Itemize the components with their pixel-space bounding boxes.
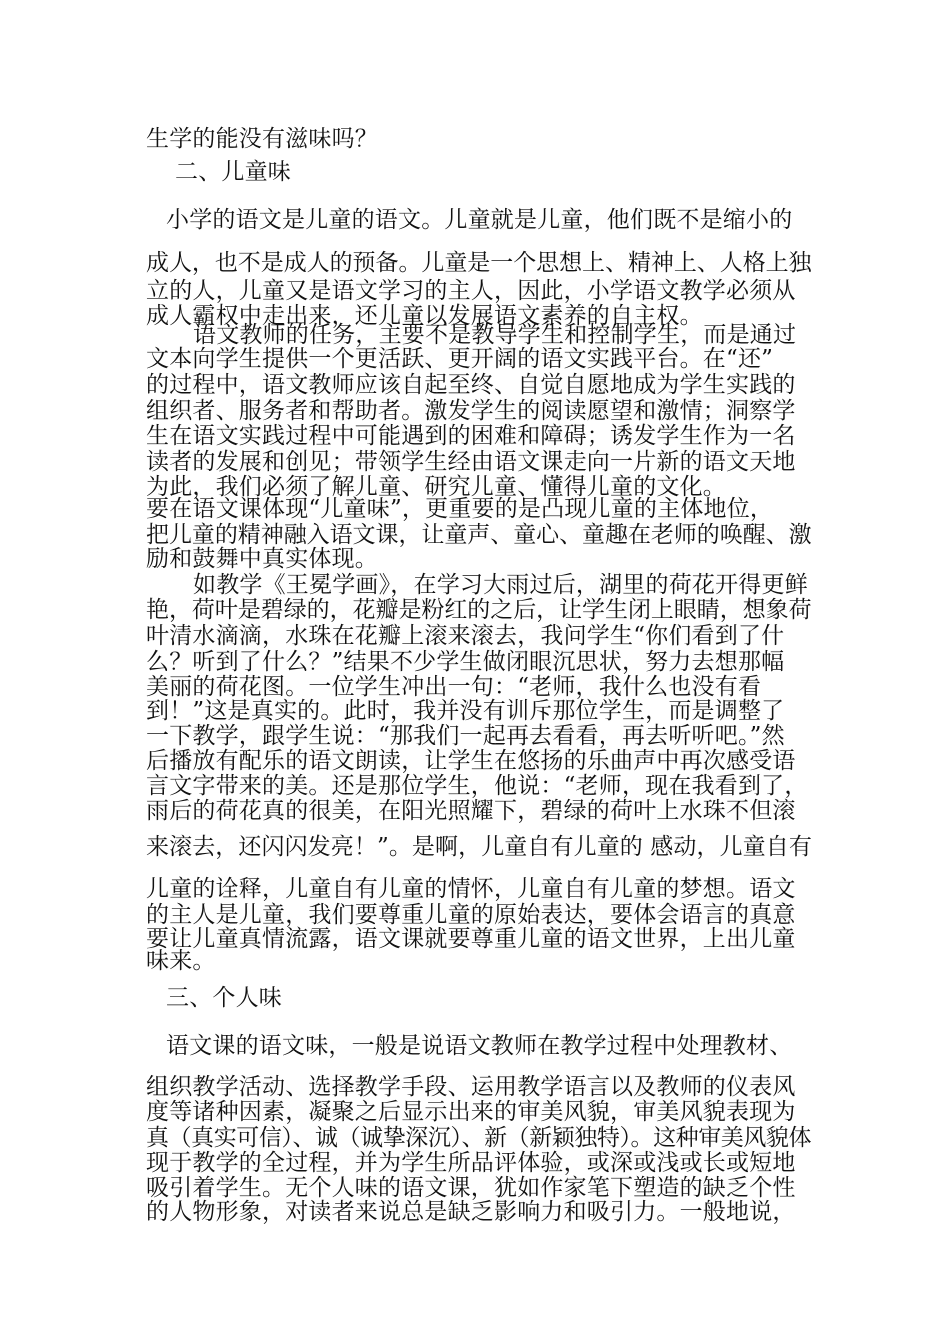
text-line: 组织教学活动、选择教学手段、运用教学语言以及教师的仪表风 [146, 1074, 796, 1100]
text-line: 言文字带来的美。还是那位学生，他说：“老师，现在我看到了， [146, 773, 808, 799]
text-line: 一下教学，跟学生说：“那我们一起再去看看，再去听听吧。”然 [146, 723, 785, 749]
text-line: 来滚去，还闪闪发亮！”。是啊，儿童自有儿童的 感动，儿童自有 [146, 834, 812, 860]
text-line: 要在语文课体现“儿童味”，更重要的是凸现儿童的主体地位， [146, 496, 774, 522]
text-line: 的过程中，语文教师应该自起至终、自觉自愿地成为学生实践的 [146, 372, 796, 398]
text-line: 成人，也不是成人的预备。儿童是一个思想上、精神上、人格上独 [146, 250, 812, 276]
text-line: 语文教师的任务，主要不是教导学生和控制学生，而是通过 [193, 322, 797, 348]
text-line: 生在语文实践过程中可能遇到的困难和障碍；诱发学生作为一名 [146, 423, 796, 449]
text-line: 吸引着学生。无个人味的语文课，犹如作家笔下塑造的缺乏个性 [146, 1175, 796, 1201]
text-line: 么？听到了什么？”结果不少学生做闭眼沉思状，努力去想那幅 [146, 649, 785, 675]
section-heading: 三、个人味 [166, 985, 282, 1011]
text-line: 为此，我们必须了解儿童、研究儿童、懂得儿童的文化。 [146, 474, 726, 500]
text-line: 语文课的语文味，一般是说语文教师在教学过程中处理教材、 [166, 1033, 793, 1059]
text-line: 把儿童的精神融入语文课，让童声、童心、童趣在老师的唤醒、激 [146, 522, 812, 548]
text-line: 要让儿童真情流露，语文课就要尊重儿童的语文世界，上出儿童 [146, 926, 796, 952]
text-line: 艳，荷叶是碧绿的，花瓣是粉红的之后，让学生闭上眼睛，想象荷 [146, 597, 812, 623]
text-line: 读者的发展和创见；带领学生经由语文课走向一片新的语文天地 [146, 449, 796, 475]
text-line: 立的人，儿童又是语文学习的主人，因此，小学语文教学必须从 [146, 278, 796, 304]
text-line: 如教学《王冕学画》，在学习大雨过后，湖里的荷花开得更鲜 [193, 572, 808, 598]
text-line: 文本向学生提供一个更活跃、更开阔的语文实践平台。在“还” [146, 346, 774, 372]
text-line: 的人物形象，对读者来说总是缺乏影响力和吸引力。一般地说， [146, 1199, 796, 1225]
text-line: 儿童的诠释，儿童自有儿童的情怀，儿童自有儿童的梦想。语文 [146, 876, 796, 902]
text-line: 的主人是儿童，我们要尊重儿童的原始表达，要体会语言的真意 [146, 902, 796, 928]
text-line: 味来。 [146, 948, 216, 974]
text-line: 现于教学的全过程，并为学生所品评体验，或深或浅或长或短地 [146, 1150, 796, 1176]
text-line: 叶清水滴滴，水珠在花瓣上滚来滚去，我问学生“你们看到了什 [146, 623, 785, 649]
text-line: 组织者、服务者和帮助者。激发学生的阅读愿望和激情；洞察学 [146, 398, 796, 424]
section-heading: 二、儿童味 [175, 159, 291, 185]
text-line: 励和鼓舞中真实体现。 [146, 546, 378, 572]
text-line: 生学的能没有滋味吗？ [146, 126, 378, 152]
text-line: 度等诸种因素，凝聚之后显示出来的审美风貌，审美风貌表现为 [146, 1099, 796, 1125]
text-line: 小学的语文是儿童的语文。儿童就是儿童，他们既不是缩小的 [166, 207, 793, 233]
text-line: 美丽的荷花图。一位学生冲出一句：“老师，我什么也没有看 [146, 674, 762, 700]
text-line: 后播放有配乐的语文朗读，让学生在悠扬的乐曲声中再次感受语 [146, 748, 796, 774]
text-line: 真（真实可信）、诚（诚挚深沉）、新（新颖独特）。这种审美风貌体 [146, 1125, 812, 1151]
text-line: 到！”这是真实的。此时，我并没有训斥那位学生，而是调整了 [146, 698, 785, 724]
text-line: 雨后的荷花真的很美，在阳光照耀下，碧绿的荷叶上水珠不但滚 [146, 798, 796, 824]
text-line: 成人霸权中走出来，还儿童以发展语文素养的自主权。 [146, 303, 703, 329]
